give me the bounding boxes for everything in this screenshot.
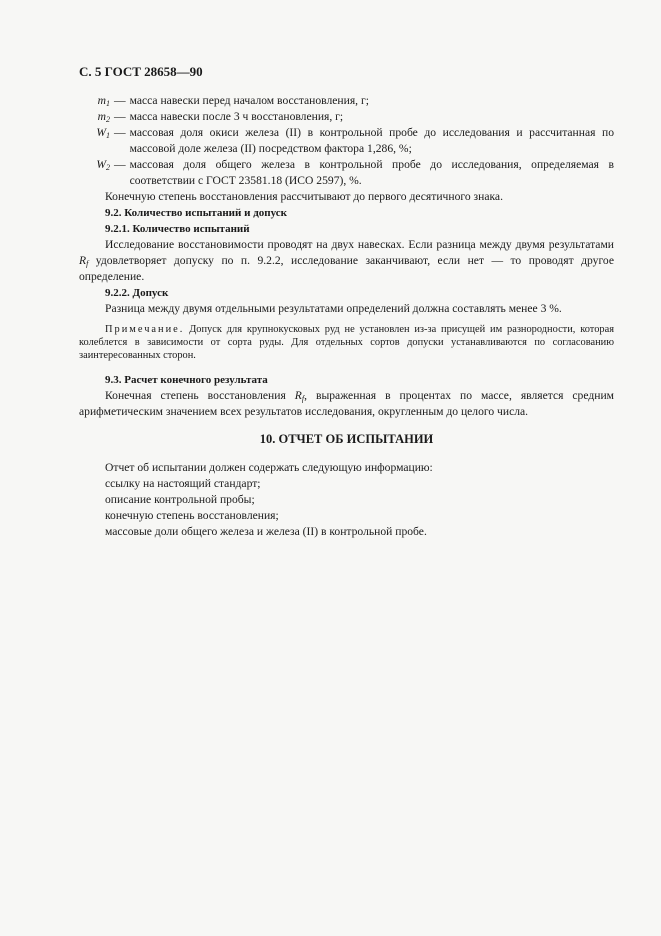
symbol-subscript: 2 bbox=[106, 163, 110, 172]
report-list bbox=[79, 460, 614, 540]
note-text: Допуск для крупнокусковых руд не установлен из-за присущей им разнородности, которая колеблется в зависимости от сорта руды. Для отдельных сортов допуски устанавливаются по согласованию заинтересованных сторон. bbox=[79, 324, 614, 361]
definition-symbol bbox=[79, 109, 110, 125]
text-part: Исследование восстановимости проводят на двух навесках. Если разница между двумя результатами bbox=[105, 238, 614, 251]
symbol-letter: R bbox=[79, 254, 87, 267]
definition-symbol bbox=[79, 157, 110, 189]
definition-text: масса навески перед началом восстановления, г; bbox=[129, 94, 369, 107]
definition-m1 bbox=[79, 93, 614, 109]
report-item: описание контрольной пробы; bbox=[105, 493, 255, 506]
dash: — bbox=[114, 126, 126, 139]
heading-9-2-1: 9.2.1. Количество испытаний bbox=[105, 223, 250, 235]
definition-text: массовая доля общего железа в контрольной пробе до исследования, определяемая в соответствии с ГОСТ 23581.18 (ИСО 2597), %. bbox=[129, 158, 614, 187]
paragraph-9-3 bbox=[79, 388, 614, 420]
paragraph-9-2-1 bbox=[79, 237, 614, 285]
section-10-title: 10. ОТЧЕТ ОБ ИСПЫТАНИИ bbox=[259, 432, 434, 446]
symbol-subscript: f bbox=[86, 259, 89, 268]
dash: — bbox=[114, 94, 126, 107]
symbol-subscript: 1 bbox=[106, 131, 110, 140]
definition-w2 bbox=[79, 157, 614, 189]
variable-definitions bbox=[79, 93, 614, 189]
paragraph-final-degree: Конечную степень восстановления рассчитывают до первого десятичного знака. bbox=[105, 190, 503, 203]
report-intro: Отчет об испытании должен содержать следующую информацию: bbox=[105, 461, 433, 474]
note-label: Примечание. bbox=[105, 324, 185, 335]
definition-text: масса навески после 3 ч восстановления, г; bbox=[129, 110, 344, 123]
symbol-rf bbox=[79, 254, 88, 267]
definition-w1 bbox=[79, 125, 614, 157]
report-item: конечную степень восстановления; bbox=[105, 509, 279, 522]
symbol-letter: W bbox=[96, 126, 106, 139]
heading-9-2: 9.2. Количество испытаний и допуск bbox=[105, 207, 287, 219]
symbol-letter: R bbox=[294, 389, 302, 402]
symbol-letter: W bbox=[96, 158, 106, 171]
heading-9-2-2: 9.2.2. Допуск bbox=[105, 287, 169, 299]
report-item: ссылку на настоящий стандарт; bbox=[105, 477, 261, 490]
definition-text: массовая доля окиси железа (II) в контрольной пробе до исследования и рассчитанная по массовой доле железа (II) посредством фактора 1,286, %; bbox=[129, 126, 614, 155]
page-header: С. 5 ГОСТ 28658—90 bbox=[79, 64, 203, 79]
symbol-rf bbox=[295, 389, 304, 402]
dash: — bbox=[114, 158, 126, 171]
symbol-subscript: 2 bbox=[106, 115, 110, 124]
definition-symbol bbox=[79, 93, 110, 109]
symbol-letter: m bbox=[97, 94, 106, 107]
text-part: , выраженная в процентах по массе, является средним арифметическим значением всех результатов исследования, округленным до целого числа. bbox=[79, 389, 614, 418]
note bbox=[79, 323, 614, 362]
definition-symbol bbox=[79, 125, 110, 157]
text-part: Конечная степень восстановления bbox=[105, 389, 286, 402]
heading-9-3: 9.3. Расчет конечного результата bbox=[105, 374, 268, 386]
dash: — bbox=[114, 110, 126, 123]
symbol-subscript: 1 bbox=[106, 99, 110, 108]
symbol-subscript: f bbox=[301, 394, 305, 403]
report-item: массовые доли общего железа и железа (II) в контрольной пробе. bbox=[105, 525, 427, 538]
text-part: удовлетворяет допуску по п. 9.2.2, исследование заканчивают, если нет — то проводят другое определение. bbox=[79, 254, 614, 283]
symbol-letter: m bbox=[97, 110, 106, 123]
definition-m2 bbox=[79, 109, 614, 125]
paragraph-9-2-2: Разница между двумя отдельными результатами определений должна составлять менее 3 %. bbox=[105, 302, 562, 315]
document-body bbox=[79, 93, 614, 540]
